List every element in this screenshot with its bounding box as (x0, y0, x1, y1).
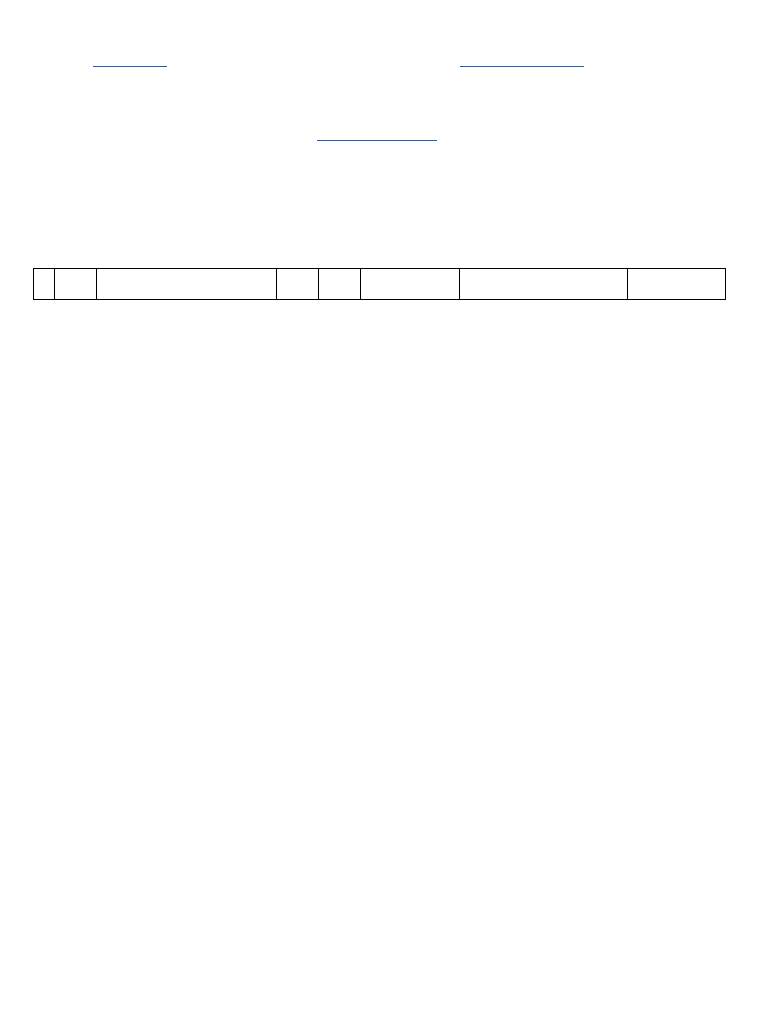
header-sessions (319, 269, 361, 300)
motto-underline (460, 66, 584, 67)
header-note (628, 269, 726, 300)
header-content (97, 269, 277, 300)
item-2 (33, 220, 37, 235)
item-1 (33, 192, 39, 207)
header-lecturer (460, 269, 628, 300)
page-break (0, 567, 768, 627)
header-time (361, 269, 460, 300)
header-code (55, 269, 97, 300)
title-underline (317, 140, 437, 141)
university-underline (93, 66, 167, 67)
header-stt (34, 269, 55, 300)
schedule-table-part-1 (33, 268, 726, 300)
table-header-row (34, 269, 726, 300)
header-credits (277, 269, 319, 300)
